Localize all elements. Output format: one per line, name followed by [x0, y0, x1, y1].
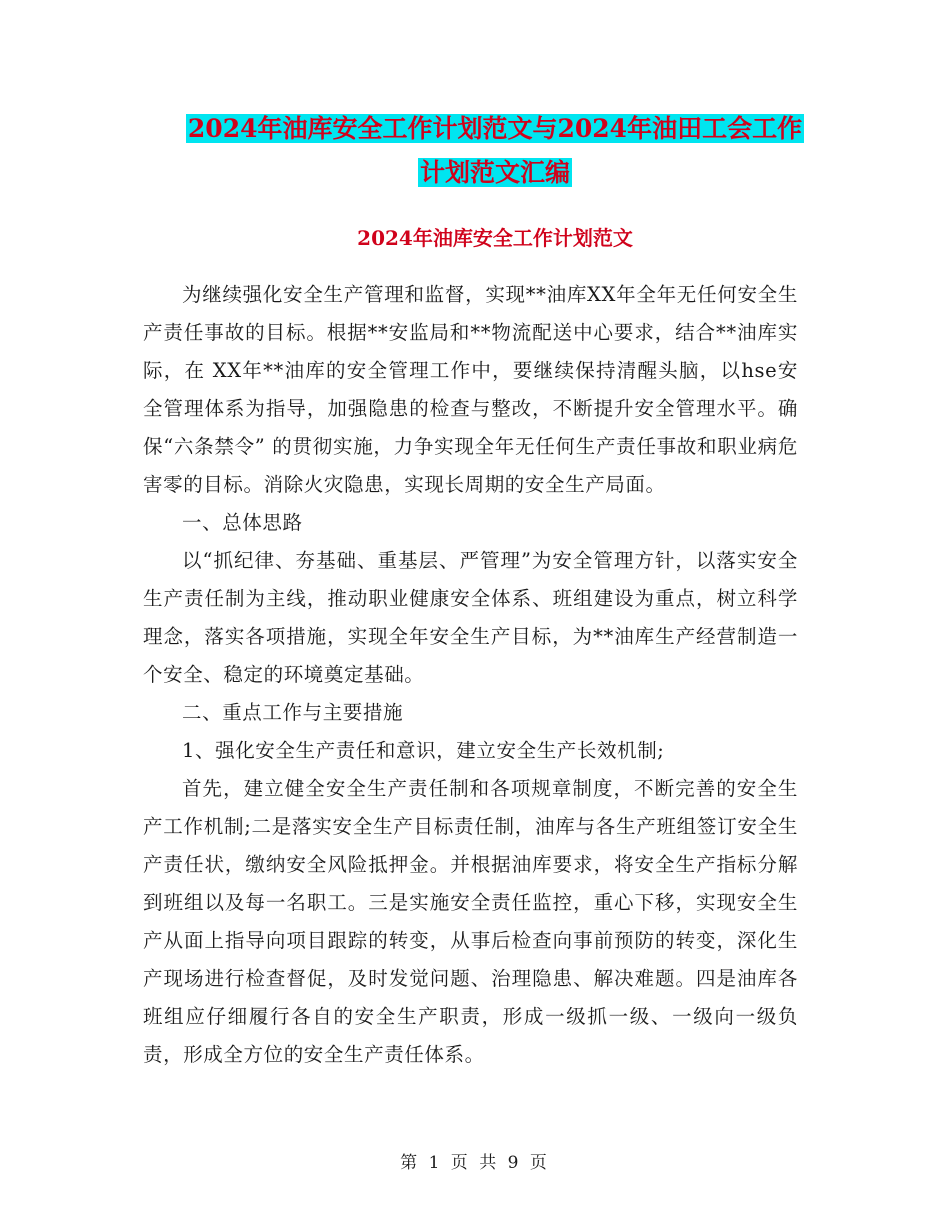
paragraph-intro: 为继续强化安全生产管理和监督，实现**油库XX年全年无任何安全生产责任事故的目标。根据**安监局和**物流配送中心要求，结合**油库实际，在 XX年**油库的安全管理工作中，要继续保持清醒头脑，以hse安全管理体系为指导，加强隐患的检查与整改，不断提升安全管理水平。确保“六条禁令” 的贯彻实施，力争实现全年无任何生产责任事故和职业病危害零的目标。消除火灾隐患，实现长周期的安全生产局面。 — [143, 283, 798, 496]
document-title-line-1: 2024年油库安全工作计划范文与2024年油田工会工作 — [187, 114, 803, 143]
heading-key-work: 二、重点工作与主要措施 — [182, 701, 404, 724]
subheading-responsibility: 1、强化安全生产责任和意识，建立安全生产长效机制; — [182, 739, 665, 762]
paragraph-responsibility: 首先，建立健全安全生产责任制和各项规章制度，不断完善的安全生产工作机制;二是落实安全生产目标责任制，油库与各生产班组签订安全生产责任状，缴纳安全风险抵押金。并根据油库要求，将安全生产指标分解到班组以及每一名职工。三是实施安全责任监控，重心下移，实现安全生产从面上指导向项目跟踪的转变，从事后检查向事前预防的转变，深化生产现场进行检查督促，及时发觉问题、治理隐患、解决难题。四是油库各班组应仔细履行各自的安全生产职责，形成一级抓一级、一级向一级负责，形成全方位的安全生产责任体系。 — [143, 777, 798, 1066]
heading-overall-approach: 一、总体思路 — [182, 511, 303, 534]
document-title-line-2: 计划范文汇编 — [419, 158, 570, 187]
document-body — [143, 276, 798, 1074]
paragraph-approach: 以“抓纪律、夯基础、重基层、严管理”为安全管理方针，以落实安全生产责任制为主线，推动职业健康安全体系、班组建设为重点，树立科学理念，落实各项措施，实现全年安全生产目标，为**油库生产经营制造一个安全、稳定的环境奠定基础。 — [143, 549, 798, 686]
section-title: 2024年油库安全工作计划范文 — [357, 226, 633, 250]
page-footer: 第 1 页 共 9 页 — [400, 1153, 550, 1173]
